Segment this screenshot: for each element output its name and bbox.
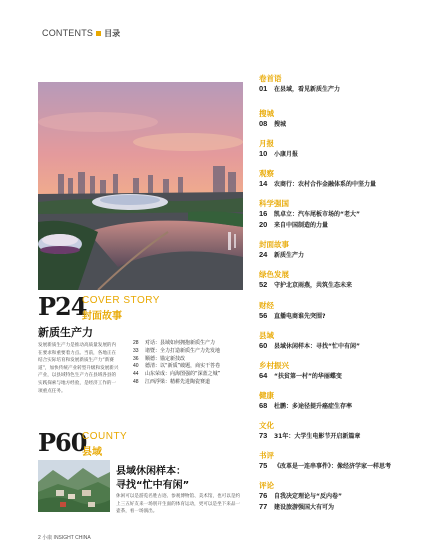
toc-entry[interactable] (259, 280, 352, 291)
toc-category: 健康 (259, 391, 274, 400)
toc-section (259, 74, 340, 95)
toc-section (259, 270, 352, 291)
toc-section (259, 421, 360, 442)
toc-section (259, 199, 360, 231)
article-page: 28 (133, 340, 139, 346)
toc-category: 财经 (259, 301, 274, 310)
toc-entry[interactable] (259, 341, 360, 352)
toc-section (259, 240, 304, 261)
toc-page: 76 (259, 491, 268, 500)
cover-hero-image (38, 82, 243, 290)
toc-page: 77 (259, 502, 268, 511)
toc-page: 10 (259, 149, 268, 158)
toc-page: 56 (259, 311, 268, 320)
toc-category: 书评 (259, 451, 274, 460)
article-title: 顺德：锚定新技改 (145, 355, 186, 362)
toc-section (259, 109, 286, 130)
toc-category: 绿色发展 (259, 270, 289, 279)
page-footer: 2 小康 INSIGHT CHINA (38, 535, 91, 541)
toc-page: 52 (259, 280, 268, 289)
county-headline-line2: 寻找“忙中有闲” (116, 480, 190, 491)
toc-entry[interactable] (259, 491, 342, 502)
toc-entry[interactable] (259, 250, 304, 261)
toc-entry[interactable] (259, 179, 376, 190)
toc-category: 文化 (259, 421, 274, 430)
toc-title: 凯卓立：汽车尾板市场的“老大” (274, 211, 360, 218)
toc-page: 16 (259, 209, 268, 218)
toc-section (259, 331, 360, 352)
cover-story-label-cn: 封面故事 (82, 311, 122, 322)
county-description: 休闲可以是游览名胜古迹、参观博物馆、美术馆，也可以是约上三五好友来一场别开生面的体育运动，更可以是坐下来品一壶茶，看一场演出。 (116, 494, 241, 515)
county-label-cn: 县域 (82, 447, 102, 458)
toc-entry[interactable] (259, 431, 360, 442)
article-title: 诸暨：全力打造新质生产力先发地 (145, 347, 221, 354)
cover-story-description: 发展新质生产力是推动高质量发展的内在要求和重要着力点。当前，各地正在结合实际培育和发展新质生产力“新赛道”，加快传统产业转型升级和发展新兴产业，以县域特色生产力在县域各县的实践探索与地方经验，是经济工作的一项重点任务。 (38, 343, 119, 394)
toc-title: 31年：大学生电影节开启新篇章 (274, 433, 361, 440)
contents-header (42, 27, 120, 39)
article-page: 40 (133, 363, 139, 370)
county-label-en: COUNTY (82, 431, 128, 442)
contents-label-en: CONTENTS (42, 28, 94, 38)
article-title: 对话：县域如何拥抱新质生产力 (145, 340, 216, 346)
toc-entry[interactable] (259, 502, 342, 513)
toc-category: 科学强国 (259, 199, 289, 208)
mountain-village-illustration (38, 460, 110, 512)
toc-title: 县域休闲样本：寻找“忙中有闲” (274, 343, 360, 350)
cover-story-label-en: COVER STORY (82, 295, 160, 306)
toc-title: “扶贫第一村”的华丽蝶变 (274, 373, 342, 380)
toc-category: 县域 (259, 331, 274, 340)
toc-page: 60 (259, 341, 268, 350)
article-title: 江西浮梁：精耕先进陶瓷赛道 (145, 378, 211, 385)
county-page-number: P60 (38, 428, 87, 457)
article-title: 德清：以“新质”破题，商实干答卷 (145, 363, 221, 370)
toc-category: 观察 (259, 169, 274, 178)
toc-page: 14 (259, 179, 268, 188)
toc-page: 01 (259, 84, 268, 93)
article-page: 33 (133, 347, 139, 354)
county-thumbnail-image (38, 460, 110, 512)
toc-category: 封面故事 (259, 240, 289, 249)
toc-entry[interactable] (259, 311, 325, 322)
toc-category: 乡村振兴 (259, 361, 289, 370)
article-page: 48 (133, 378, 139, 385)
toc-category: 卷首语 (259, 74, 282, 83)
toc-title: 建设旅游强国大有可为 (274, 504, 335, 511)
city-sunset-illustration (38, 82, 243, 290)
toc-section (259, 139, 298, 160)
toc-entry[interactable] (259, 461, 391, 472)
toc-title: 自我决定理论与“反内卷” (274, 493, 342, 500)
toc-title: 搜城 (274, 121, 287, 128)
toc-entry[interactable] (259, 119, 286, 130)
toc-entry[interactable] (259, 371, 342, 382)
toc-title: 来自中国制造的力量 (274, 222, 329, 229)
toc-category: 评论 (259, 481, 274, 490)
toc-entry[interactable] (259, 209, 360, 220)
toc-section (259, 169, 376, 190)
toc-section (259, 451, 391, 472)
toc-category: 搜城 (259, 109, 274, 118)
toc-category: 月报 (259, 139, 274, 148)
toc-page: 68 (259, 401, 268, 410)
cover-story-page-number: P24 (38, 292, 87, 321)
toc-title: 守护北京雨燕，共筑生态未来 (274, 282, 353, 289)
toc-title: 农商行：农村合作金融体系的中坚力量 (274, 181, 377, 188)
toc-page: 73 (259, 431, 268, 440)
article-title: 山东荣成：向海图强的“深蓝之城” (145, 371, 221, 378)
cover-article-item[interactable] (133, 371, 245, 379)
cover-story-article-list (133, 340, 245, 387)
toc-page: 08 (259, 119, 268, 128)
cover-story-title: 新质生产力 (38, 326, 93, 339)
toc-section (259, 301, 325, 322)
toc-page: 24 (259, 250, 268, 259)
toc-section (259, 361, 342, 382)
toc-entry[interactable] (259, 401, 352, 412)
toc-title: 《改革是一连串事件》：像经济学家一样思考 (274, 463, 392, 470)
toc-page: 75 (259, 461, 268, 470)
contents-label-cn: 目录 (104, 28, 121, 38)
toc-title: 小康月报 (274, 151, 299, 158)
toc-section (259, 481, 342, 513)
toc-page: 20 (259, 220, 268, 229)
accent-square-icon (96, 31, 101, 36)
toc-title: 在县域，看见新质生产力 (274, 86, 341, 93)
toc-title: 杜鹏：多途径提升癌症生存率 (274, 403, 353, 410)
toc-title: 新质生产力 (274, 252, 305, 259)
county-headline-line1: 县域休闲样本： (116, 466, 186, 477)
cover-article-item[interactable] (133, 348, 245, 356)
toc-page: 64 (259, 371, 268, 380)
toc-entry[interactable] (259, 220, 360, 231)
cover-article-item[interactable] (133, 379, 245, 387)
toc-title: 直播电商谁先突围? (274, 313, 326, 320)
toc-entry[interactable] (259, 84, 340, 95)
article-page: 44 (133, 371, 139, 378)
cover-article-item[interactable] (133, 340, 245, 348)
toc-section (259, 391, 352, 412)
article-page: 36 (133, 355, 139, 362)
toc-entry[interactable] (259, 149, 298, 160)
